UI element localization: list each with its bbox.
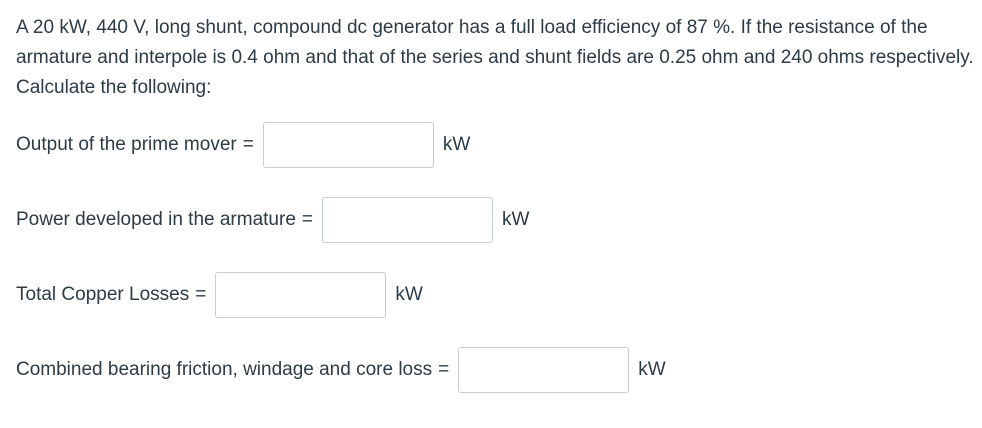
question-copper-losses [16, 272, 423, 318]
question-armature-power [16, 197, 529, 243]
question-label: Power developed in the armature [16, 209, 296, 230]
equals-sign: = [438, 359, 450, 380]
armature-power-input[interactable] [322, 197, 493, 243]
prime-mover-output-input[interactable] [263, 122, 434, 168]
question-prime-mover-output [16, 122, 470, 168]
copper-losses-input[interactable] [215, 272, 386, 318]
unit-label: kW [395, 284, 423, 305]
equals-sign: = [242, 134, 254, 155]
question-label: Total Copper Losses [16, 284, 190, 305]
unit-label: kW [442, 134, 471, 155]
unit-label: kW [502, 209, 530, 230]
equals-sign: = [195, 284, 207, 305]
problem-statement: A 20 kW, 440 V, long shunt, compound dc generator has a full load efficiency of 87 %. If the resistance of the armature and interpole is 0.4 ohm and that of the series and shunt fields are 0.25 ohm and 240 ohms respectively. Calculate the following: [16, 17, 974, 98]
question-label: Output of the prime mover [16, 134, 237, 155]
unit-label: kW [638, 359, 666, 380]
question-friction-windage-core-loss [16, 347, 666, 393]
equals-sign: = [301, 209, 313, 230]
friction-windage-core-loss-input[interactable] [458, 347, 629, 393]
question-label: Combined bearing friction, windage and core loss [16, 359, 433, 380]
